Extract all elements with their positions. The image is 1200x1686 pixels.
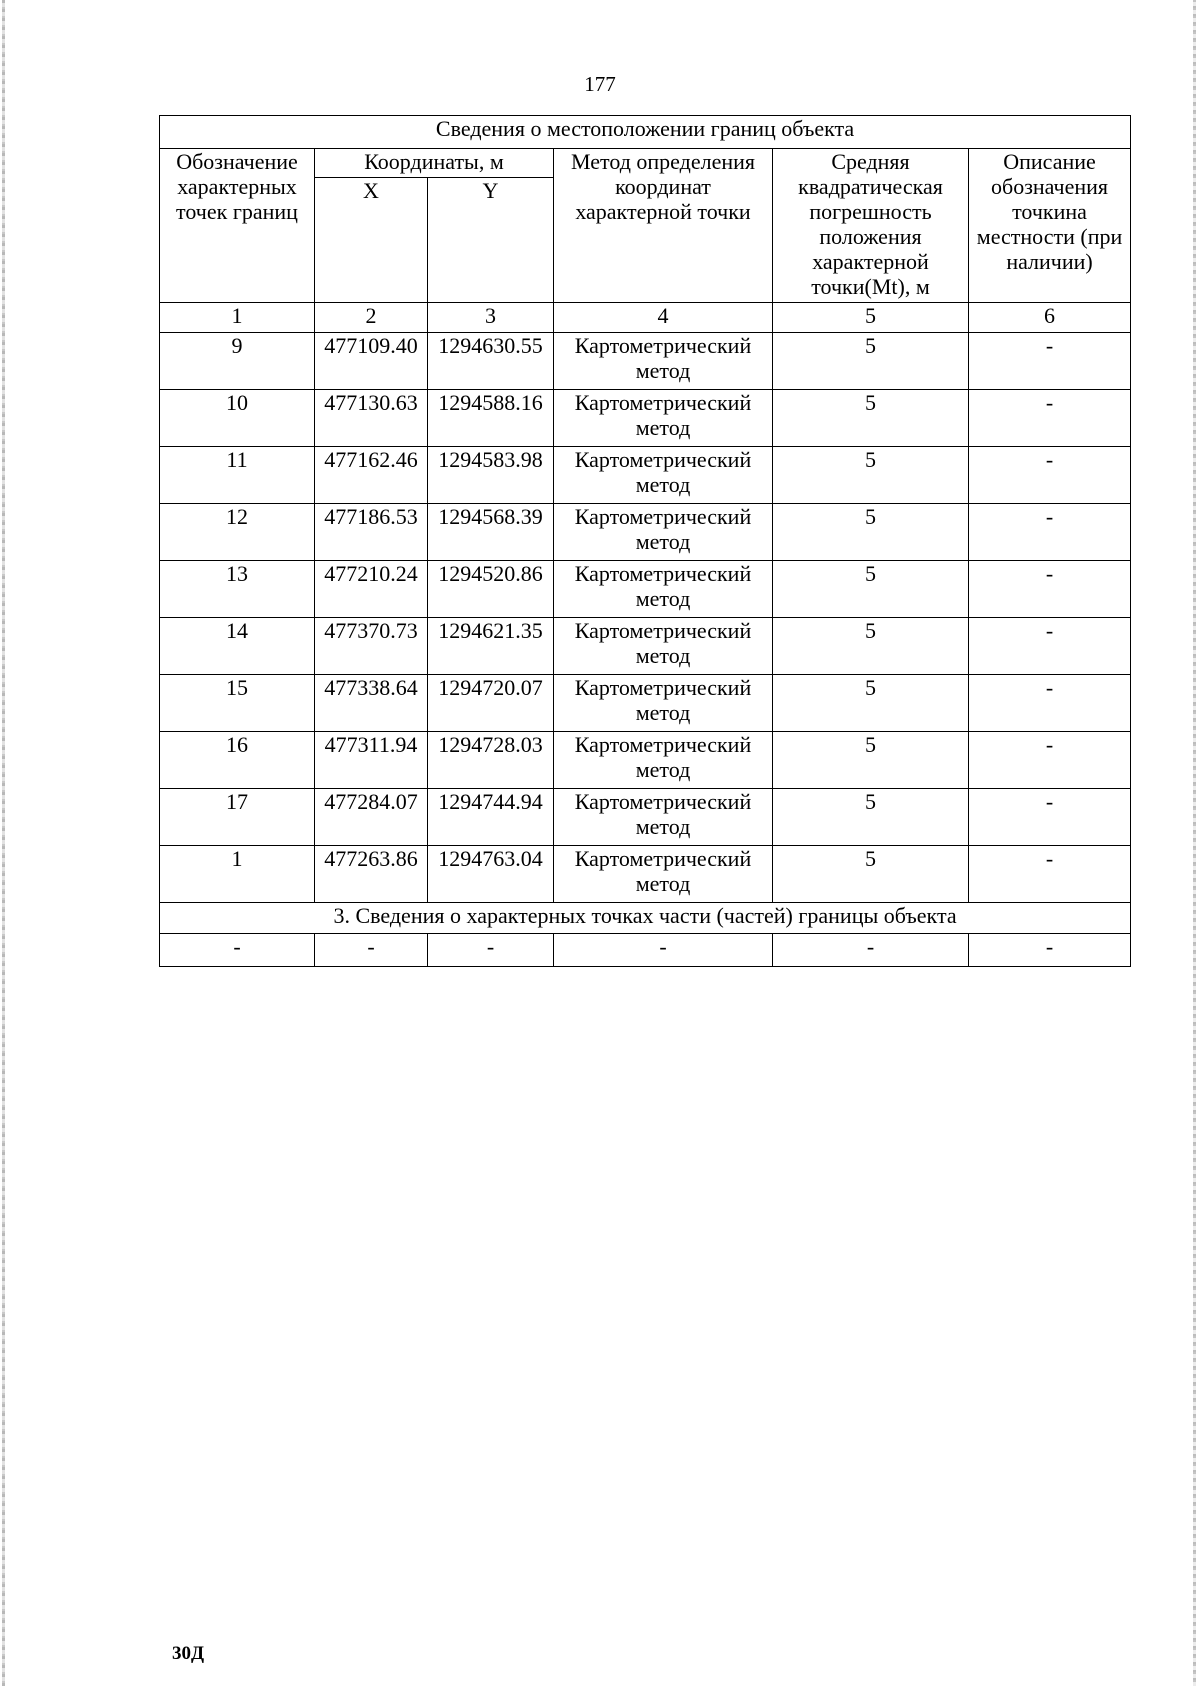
column-number: 6 [969, 303, 1131, 333]
cell-error: 5 [773, 846, 969, 903]
empty-cell: - [160, 934, 315, 967]
column-number: 1 [160, 303, 315, 333]
cell-description: - [969, 333, 1131, 390]
cell-method: Картометрический метод [554, 447, 773, 504]
table-row [160, 561, 1131, 618]
table-row [160, 846, 1131, 903]
table-row [160, 675, 1131, 732]
cell-point: 9 [160, 333, 315, 390]
cell-y: 1294621.35 [428, 618, 554, 675]
cell-description: - [969, 732, 1131, 789]
section3-empty-row [160, 934, 1131, 967]
cell-y: 1294720.07 [428, 675, 554, 732]
table-row [160, 390, 1131, 447]
header-description: Описание обозначения точкина местности (при наличии) [969, 149, 1131, 303]
scan-edge-left [2, 0, 5, 1686]
page-number: 177 [584, 72, 616, 96]
cell-point: 12 [160, 504, 315, 561]
empty-cell: - [969, 934, 1131, 967]
column-number: 5 [773, 303, 969, 333]
cell-point: 1 [160, 846, 315, 903]
cell-x: 477338.64 [315, 675, 428, 732]
header-point: Обозначение характерных точек границ [160, 149, 315, 303]
column-number-row [160, 303, 1131, 333]
cell-error: 5 [773, 732, 969, 789]
header-y: Y [428, 178, 554, 303]
cell-method: Картометрический метод [554, 732, 773, 789]
cell-description: - [969, 618, 1131, 675]
cell-method: Картометрический метод [554, 846, 773, 903]
cell-x: 477263.86 [315, 846, 428, 903]
boundary-table [159, 115, 1131, 967]
cell-method: Картометрический метод [554, 789, 773, 846]
empty-cell: - [554, 934, 773, 967]
cell-y: 1294630.55 [428, 333, 554, 390]
table-row [160, 504, 1131, 561]
cell-x: 477130.63 [315, 390, 428, 447]
cell-x: 477370.73 [315, 618, 428, 675]
cell-y: 1294568.39 [428, 504, 554, 561]
footer-code: 30Д [172, 1643, 205, 1664]
table-row [160, 447, 1131, 504]
column-number: 4 [554, 303, 773, 333]
cell-y: 1294583.98 [428, 447, 554, 504]
empty-cell: - [773, 934, 969, 967]
table-title: Сведения о местоположении границ объекта [160, 116, 1131, 149]
cell-method: Картометрический метод [554, 561, 773, 618]
empty-cell: - [428, 934, 554, 967]
scan-edge-right [1193, 0, 1196, 1686]
header-x: X [315, 178, 428, 303]
cell-description: - [969, 447, 1131, 504]
cell-point: 14 [160, 618, 315, 675]
cell-method: Картометрический метод [554, 333, 773, 390]
cell-error: 5 [773, 333, 969, 390]
table-row [160, 333, 1131, 390]
cell-point: 15 [160, 675, 315, 732]
cell-description: - [969, 504, 1131, 561]
cell-x: 477210.24 [315, 561, 428, 618]
cell-point: 11 [160, 447, 315, 504]
cell-x: 477311.94 [315, 732, 428, 789]
cell-method: Картометрический метод [554, 675, 773, 732]
header-error: Средняя квадратическая погрешность положения характерной точки(Mt), м [773, 149, 969, 303]
cell-y: 1294744.94 [428, 789, 554, 846]
cell-y: 1294588.16 [428, 390, 554, 447]
cell-error: 5 [773, 561, 969, 618]
table-body [160, 116, 1131, 967]
cell-point: 16 [160, 732, 315, 789]
cell-error: 5 [773, 390, 969, 447]
cell-description: - [969, 390, 1131, 447]
cell-error: 5 [773, 504, 969, 561]
cell-point: 13 [160, 561, 315, 618]
cell-error: 5 [773, 618, 969, 675]
cell-description: - [969, 846, 1131, 903]
table-title-row [160, 116, 1131, 149]
cell-description: - [969, 561, 1131, 618]
cell-y: 1294763.04 [428, 846, 554, 903]
column-number: 2 [315, 303, 428, 333]
cell-method: Картометрический метод [554, 390, 773, 447]
table-row [160, 618, 1131, 675]
cell-x: 477162.46 [315, 447, 428, 504]
cell-error: 5 [773, 789, 969, 846]
cell-x: 477284.07 [315, 789, 428, 846]
header-method: Метод определения координат характерной точки [554, 149, 773, 303]
cell-point: 17 [160, 789, 315, 846]
cell-x: 477186.53 [315, 504, 428, 561]
cell-method: Картометрический метод [554, 618, 773, 675]
empty-cell: - [315, 934, 428, 967]
cell-description: - [969, 675, 1131, 732]
cell-y: 1294520.86 [428, 561, 554, 618]
cell-description: - [969, 789, 1131, 846]
cell-error: 5 [773, 675, 969, 732]
cell-point: 10 [160, 390, 315, 447]
table-row [160, 732, 1131, 789]
header-coordinates: Координаты, м [315, 149, 554, 178]
cell-error: 5 [773, 447, 969, 504]
section3-title: 3. Сведения о характерных точках части (частей) границы объекта [160, 903, 1131, 934]
header-row-1 [160, 149, 1131, 178]
column-number: 3 [428, 303, 554, 333]
cell-method: Картометрический метод [554, 504, 773, 561]
cell-y: 1294728.03 [428, 732, 554, 789]
cell-x: 477109.40 [315, 333, 428, 390]
table-row [160, 789, 1131, 846]
section3-row [160, 903, 1131, 934]
